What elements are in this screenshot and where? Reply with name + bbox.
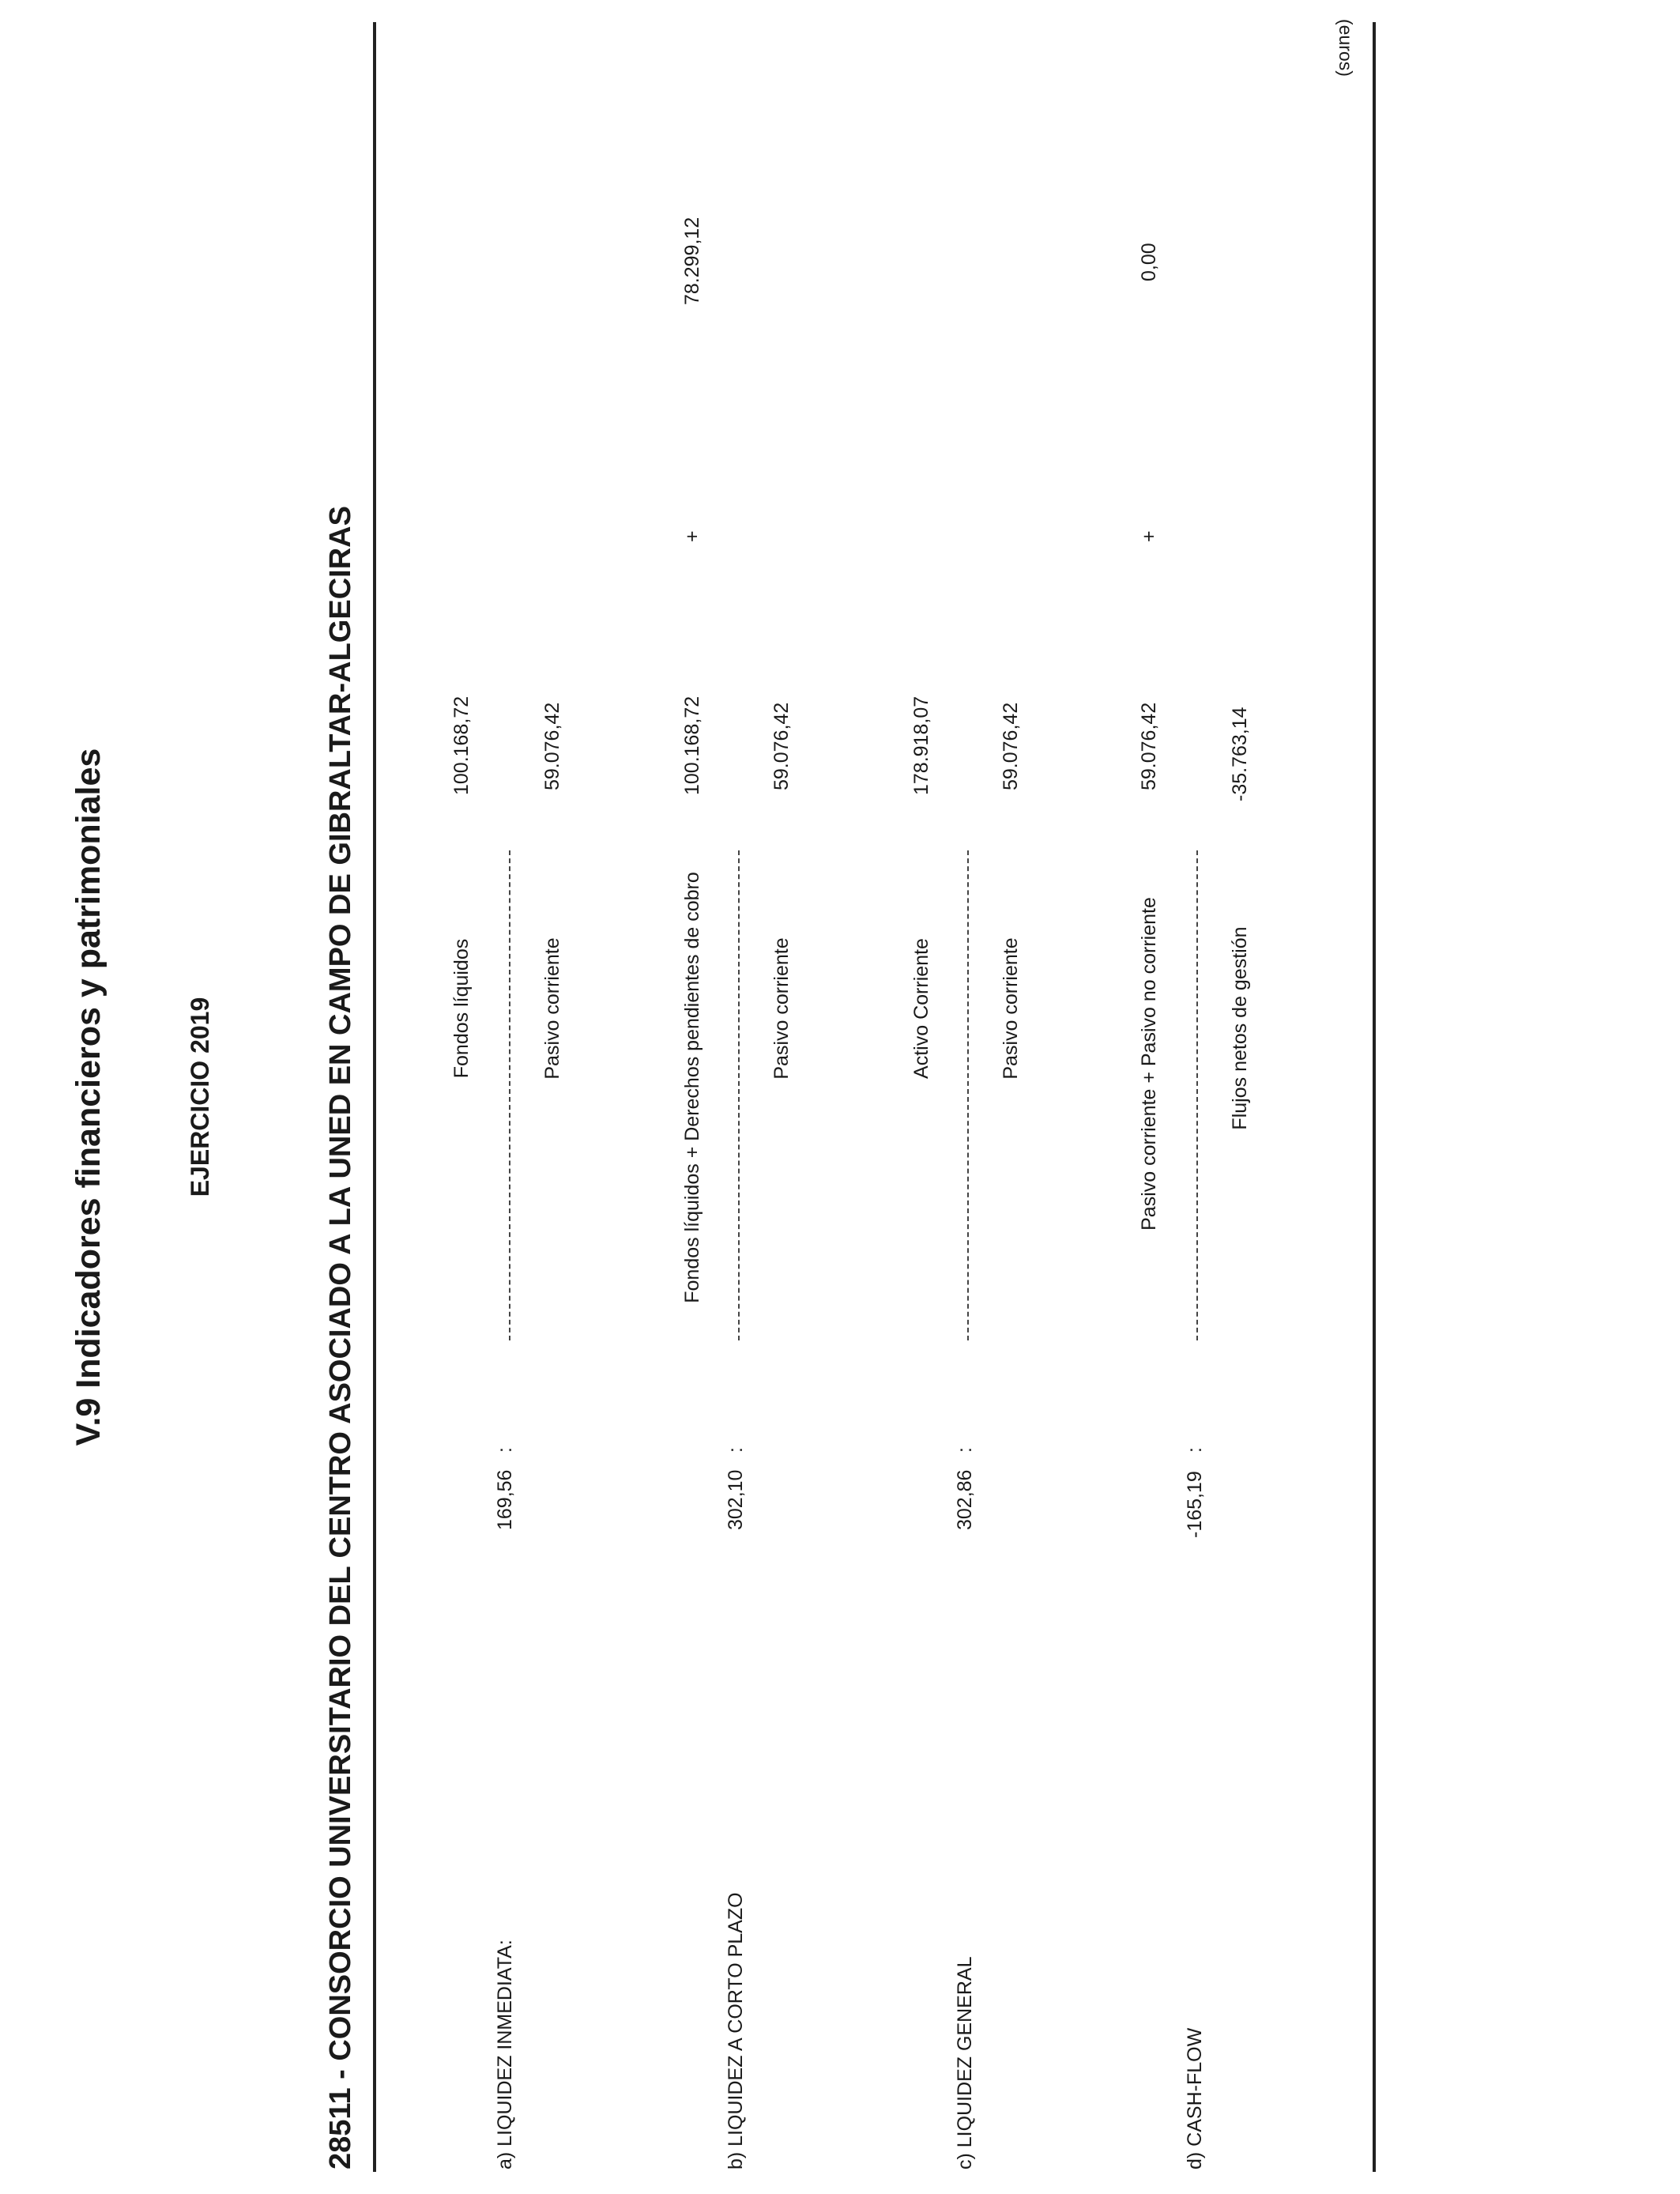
indicator-separator: : <box>725 1447 747 1453</box>
bottom-rule <box>1373 22 1376 2172</box>
indicator-label: c) LIQUIDEZ GENERAL <box>954 1956 976 2169</box>
denominator-value: 59.076,42 <box>541 702 563 790</box>
page-title: V.9 Indicadores financieros y patrimoniales <box>70 748 107 1446</box>
denominator-value: 59.076,42 <box>1000 702 1022 790</box>
numerator-value-2: 0,00 <box>1138 243 1160 281</box>
indicator-separator: : <box>954 1447 976 1453</box>
numerator-value: 59.076,42 <box>1138 702 1160 790</box>
numerator-value: 100.168,72 <box>450 696 473 795</box>
fraction-line <box>1196 850 1198 1340</box>
page-subtitle: EJERCICIO 2019 <box>186 997 214 1197</box>
indicator-label: a) LIQUIDEZ INMEDIATA: <box>494 1940 516 2169</box>
denominator-value: 59.076,42 <box>770 702 793 790</box>
fraction-line <box>738 850 740 1340</box>
plus-sign: + <box>681 530 703 542</box>
plus-sign: + <box>1138 530 1160 542</box>
indicator-value: 302,86 <box>954 1469 976 1530</box>
denominator-text: Pasivo corriente <box>541 937 563 1080</box>
denominator-text: Pasivo corriente <box>1000 937 1022 1080</box>
units-box <box>1321 17 1369 104</box>
numerator-text: Fondos líquidos <box>450 938 473 1079</box>
indicator-label: b) LIQUIDEZ A CORTO PLAZO <box>725 1892 747 2169</box>
numerator-text: Fondos líquidos + Derechos pendientes de cobro <box>681 872 703 1303</box>
indicator-value: -165,19 <box>1184 1471 1206 1538</box>
entity-heading: 28511 - CONSORCIO UNIVERSITARIO DEL CENTRO ASOCIADO A LA UNED EN CAMPO DE GIBRALTAR-ALGECIRAS <box>324 506 357 2169</box>
denominator-text: Pasivo corriente <box>770 937 793 1080</box>
units-label: (euros) <box>1335 19 1356 77</box>
indicator-separator: : <box>494 1447 516 1453</box>
top-rule <box>373 22 376 2172</box>
indicator-value: 169,56 <box>494 1469 516 1530</box>
indicator-value: 302,10 <box>725 1469 747 1530</box>
indicator-label: d) CASH-FLOW <box>1184 2027 1206 2169</box>
numerator-text: Activo Corriente <box>910 938 932 1079</box>
indicator-separator: : <box>1184 1447 1206 1453</box>
numerator-text: Pasivo corriente + Pasivo no corriente <box>1138 897 1160 1231</box>
numerator-value: 178.918,07 <box>910 696 932 795</box>
numerator-value-2: 78.299,12 <box>681 217 703 305</box>
numerator-value: 100.168,72 <box>681 696 703 795</box>
fraction-line <box>967 850 969 1340</box>
denominator-value: -35.763,14 <box>1229 707 1251 801</box>
fraction-line <box>509 850 510 1340</box>
denominator-text: Flujos netos de gestión <box>1229 926 1251 1130</box>
